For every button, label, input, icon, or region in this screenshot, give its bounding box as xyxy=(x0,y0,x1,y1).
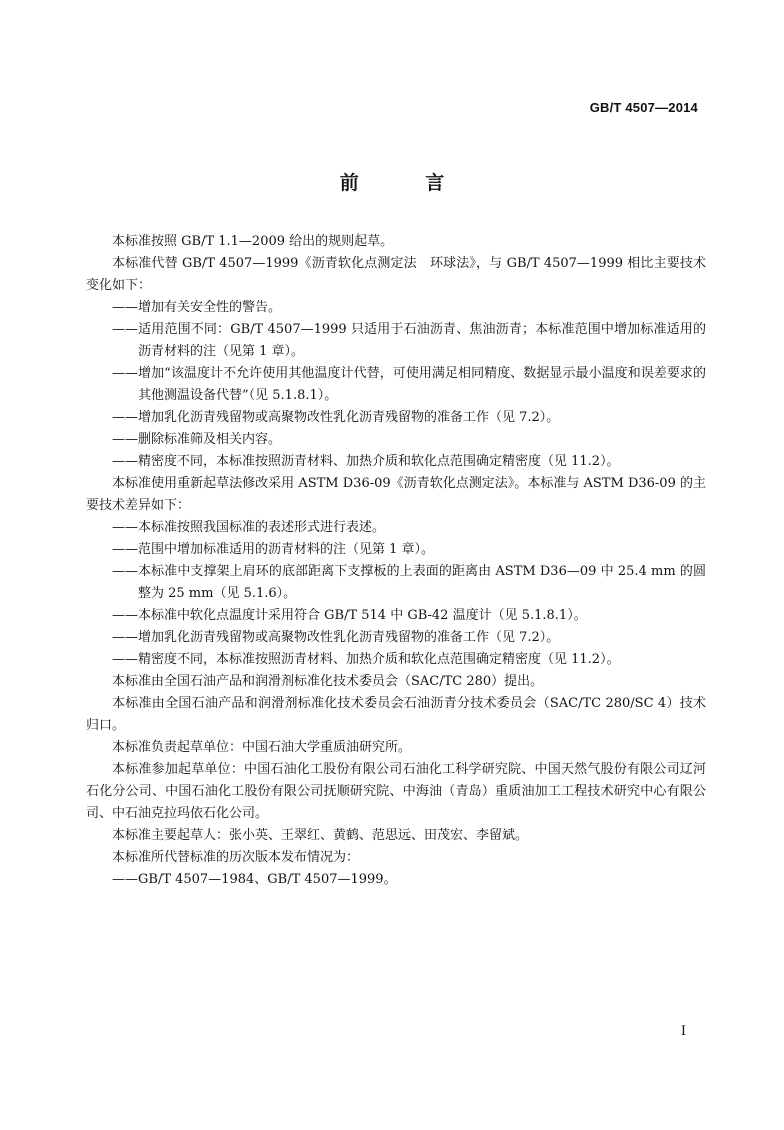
list-item: ——本标准按照我国标准的表述形式进行表述。 xyxy=(112,520,386,535)
list-item: ——范围中增加标准适用的沥青材料的注（见第 1 章）。 xyxy=(112,542,435,557)
paragraph: 本标准主要起草人：张小英、王翠红、黄鹤、范思远、田茂宏、李留斌。 xyxy=(112,828,529,843)
page-number: I xyxy=(680,1024,686,1039)
paragraph: 本标准所代替标准的历次版本发布情况为： xyxy=(112,850,360,865)
paragraph: 本标准由全国石油产品和润滑剂标准化技术委员会（SAC/TC 280）提出。 xyxy=(112,674,544,689)
list-item: ——精密度不同，本标准按照沥青材料、加热介质和软化点范围确定精密度（见 11.2）。 xyxy=(112,652,620,667)
paragraph: 本标准负责起草单位：中国石油大学重质油研究所。 xyxy=(112,740,412,755)
list-item: ——GB/T 4507—1984、GB/T 4507—1999。 xyxy=(112,872,397,887)
list-item: ——本标准中支撑架上肩环的底部距离下支撑板的上表面的距离由 ASTM D36—09 中 25.4 mm 的圆整为 25 mm（见 5.1.6）。 xyxy=(112,564,706,601)
list-item: ——本标准中软化点温度计采用符合 GB/T 514 中 GB-42 温度计（见 5.1.8.1）。 xyxy=(112,608,587,623)
paragraph: 本标准代替 GB/T 4507—1999《沥青软化点测定法 环球法》，与 GB/T 4507—1999 相比主要技术变化如下： xyxy=(86,256,706,293)
list-item: ——增加乳化沥青残留物或高聚物改性乳化沥青残留物的准备工作（见 7.2）。 xyxy=(112,630,560,645)
list-item: ——精密度不同，本标准按照沥青材料、加热介质和软化点范围确定精密度（见 11.2）。 xyxy=(112,454,620,469)
paragraph: 本标准使用重新起草法修改采用 ASTM D36-09《沥青软化点测定法》。本标准与 ASTM D36-09 的主要技术差异如下： xyxy=(86,476,706,513)
paragraph: 本标准参加起草单位：中国石油化工股份有限公司石油化工科学研究院、中国天然气股份有限公司辽河石化分公司、中国石油化工股份有限公司抚顺研究院、中海油（青岛）重质油加工工程技术研究中心有限公司、中石油克拉玛依石化公司。 xyxy=(86,762,706,821)
list-item: ——增加“该温度计不允许使用其他温度计代替，可使用满足相同精度、数据显示最小温度和误差要求的其他测温设备代替”（见 5.1.8.1）。 xyxy=(112,366,706,403)
page-title: 前 言 xyxy=(339,172,475,194)
paragraph: 本标准由全国石油产品和润滑剂标准化技术委员会石油沥青分技术委员会（SAC/TC 280/SC 4）技术归口。 xyxy=(86,696,706,733)
list-item: ——增加有关安全性的警告。 xyxy=(112,300,282,315)
list-item: ——增加乳化沥青残留物或高聚物改性乳化沥青残留物的准备工作（见 7.2）。 xyxy=(112,410,560,425)
document-code: GB/T 4507—2014 xyxy=(589,100,698,115)
list-item: ——删除标准筛及相关内容。 xyxy=(112,432,282,447)
document-body xyxy=(86,231,706,891)
paragraph: 本标准按照 GB/T 1.1—2009 给出的规则起草。 xyxy=(112,234,394,249)
list-item: ——适用范围不同：GB/T 4507—1999 只适用于石油沥青、焦油沥青；本标准范围中增加标准适用的沥青材料的注（见第 1 章）。 xyxy=(112,322,706,359)
